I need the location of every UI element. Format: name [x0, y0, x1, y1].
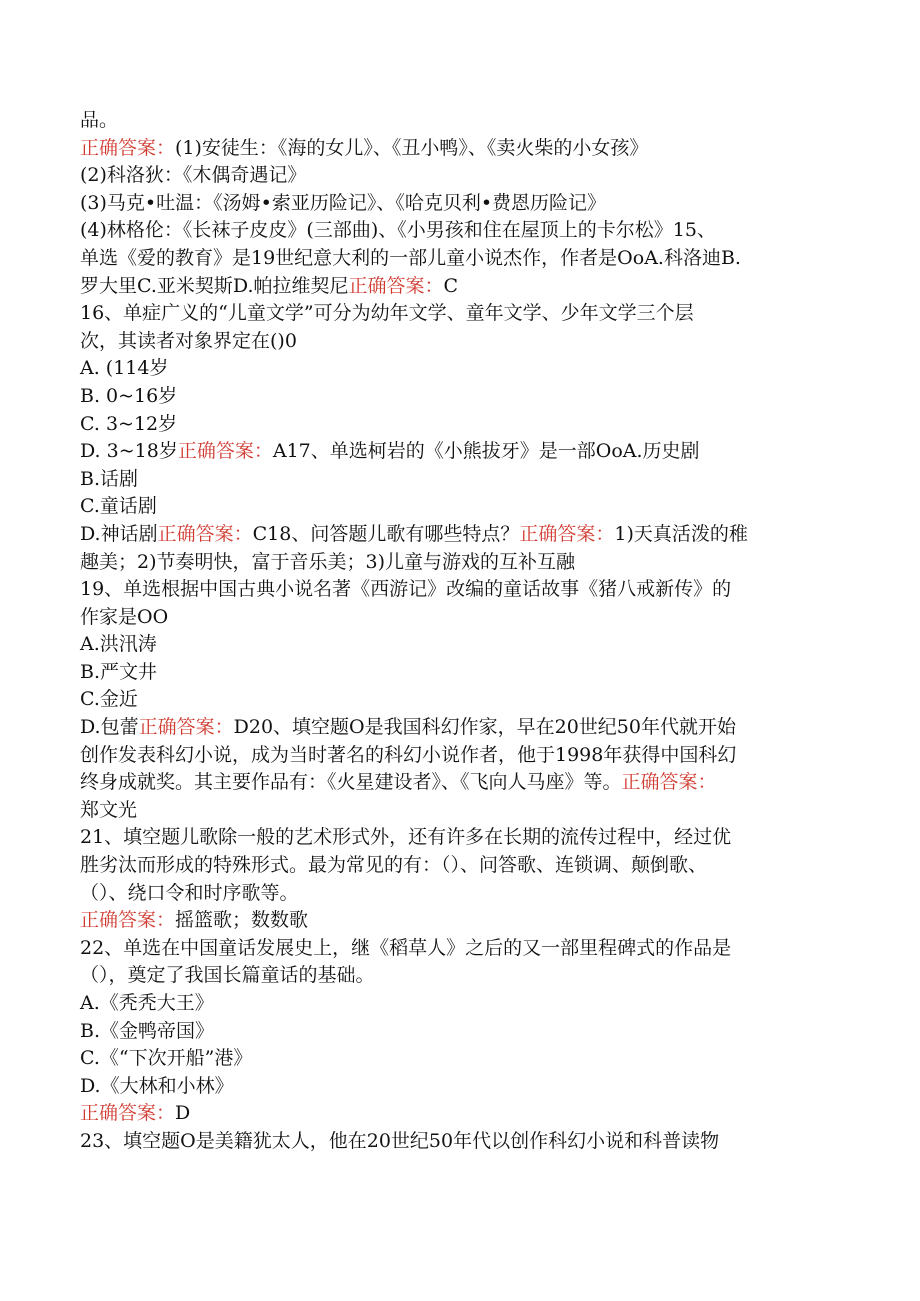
- answer-label: 正确答案：: [519, 522, 615, 545]
- answer-label: 正确答案：: [80, 1102, 176, 1125]
- line-text: D.《大林和小林》: [80, 1074, 234, 1097]
- line-text: C.童话剧: [80, 495, 157, 518]
- answer-label: 正确答案：: [621, 771, 717, 794]
- text-line: [80, 935, 860, 963]
- text-line: [80, 162, 860, 190]
- line-text: 罗大里C.亚米契斯D.帕拉维契尼: [80, 274, 349, 297]
- line-text: 次，其读者对象界定在()0: [80, 329, 297, 352]
- line-text: 郑文光: [80, 798, 138, 821]
- text-line: [80, 576, 860, 604]
- text-line: [80, 990, 860, 1018]
- line-text: 单选《爱的教育》是19世纪意大利的一部儿童小说杰作，作者是OoA.科洛迪B.: [80, 246, 741, 269]
- line-text: B.严文井: [80, 660, 158, 683]
- answer-label: 正确答案：: [157, 522, 253, 545]
- line-text: 胜劣汰而形成的特殊形式。最为常见的有：（）、问答歌、连锁调、颠倒歌、: [80, 854, 708, 877]
- line-text: D.包蕾: [80, 716, 139, 739]
- text-line: [80, 907, 860, 935]
- text-line: [80, 549, 860, 577]
- answer-label: 正确答案：: [138, 716, 234, 739]
- text-line: [80, 190, 860, 218]
- text-line: [80, 797, 860, 825]
- line-text: 23、填空题O是美籍犹太人，他在20世纪50年代以创作科幻小说和科普读物: [80, 1129, 720, 1152]
- answer-label: 正确答案：: [80, 136, 176, 159]
- line-text: (3)马克•吐温：《汤姆•索亚历险记》、《哈克贝利•费恩历险记》: [80, 191, 607, 214]
- document-page: [80, 107, 860, 1156]
- line-text: 终身成就奖。其主要作品有：《火星建设者》、《飞向人马座》等。: [80, 771, 622, 794]
- text-line: [80, 604, 860, 632]
- line-text: D20、填空题O是我国科幻作家，早在20世纪50年代就开始: [233, 716, 736, 739]
- line-text: D.神话剧: [80, 522, 158, 545]
- text-line: [80, 769, 860, 797]
- text-line: [80, 824, 860, 852]
- text-line: [80, 962, 860, 990]
- line-text: 22、单选在中国童话发展史上，继《稻草人》之后的又一部里程碑式的作品是: [80, 936, 732, 959]
- line-text: A.《秃秃大王》: [80, 992, 214, 1014]
- text-line: [80, 273, 860, 301]
- text-line: [80, 300, 860, 328]
- text-line: [80, 1073, 860, 1101]
- answer-label: 正确答案：: [80, 909, 176, 932]
- line-text: 趣美；2)节奏明快，富于音乐美；3)儿童与游戏的互补互融: [80, 550, 576, 573]
- text-line: [80, 521, 860, 549]
- line-text: D: [175, 1102, 191, 1125]
- text-line: [80, 107, 860, 135]
- text-line: [80, 659, 860, 687]
- line-text: (2)科洛狄：《木偶奇遇记》: [80, 164, 307, 187]
- line-text: D. 3~18岁: [80, 440, 178, 463]
- line-text: 品。: [80, 109, 119, 131]
- line-text: 16、单症广义的“儿童文学”可分为幼年文学、童年文学、少年文学三个层: [80, 302, 694, 325]
- text-line: [80, 1045, 860, 1073]
- line-text: C: [443, 274, 459, 297]
- line-text: (4)林格伦：《长袜子皮皮》(三部曲)、《小男孩和住在屋顶上的卡尔松》15、: [80, 219, 716, 242]
- line-text: B.《金鸭帝国》: [80, 1019, 215, 1042]
- text-line: [80, 1018, 860, 1046]
- text-line: [80, 742, 860, 770]
- text-line: [80, 135, 860, 163]
- line-text: C.《“下次开船”港》: [80, 1047, 253, 1070]
- line-text: B. 0~16岁: [80, 384, 178, 407]
- text-line: [80, 714, 860, 742]
- text-line: [80, 466, 860, 494]
- line-text: 21、填空题儿歌除一般的艺术形式外，还有许多在长期的流传过程中，经过优: [80, 826, 732, 849]
- line-text: (1)安徒生：《海的女儿》、《丑小鸭》、《卖火柴的小女孩》: [175, 136, 649, 159]
- text-line: [80, 217, 860, 245]
- text-line: [80, 686, 860, 714]
- line-text: 作家是OO: [80, 605, 169, 628]
- text-line: [80, 880, 860, 908]
- line-text: 摇篮歌；数数歌: [175, 909, 309, 932]
- text-line: [80, 493, 860, 521]
- text-line: [80, 245, 860, 273]
- text-line: [80, 1100, 860, 1128]
- text-line: [80, 411, 860, 439]
- text-line: [80, 383, 860, 411]
- answer-label: 正确答案：: [348, 274, 444, 297]
- text-line: [80, 438, 860, 466]
- line-text: C.金近: [80, 688, 138, 711]
- line-text: B.话剧: [80, 467, 139, 490]
- line-text: 1)天真活泼的稚: [614, 522, 748, 545]
- line-text: 19、单选根据中国古典小说名著《西游记》改编的童话故事《猪八戒新传》的: [80, 578, 732, 601]
- text-line: [80, 355, 860, 383]
- line-text: （），奠定了我国长篇童话的基础。: [80, 964, 375, 987]
- line-text: 创作发表科幻小说，成为当时著名的科幻小说作者，他于1998年获得中国科幻: [80, 743, 737, 766]
- text-line: [80, 328, 860, 356]
- line-text: C. 3~12岁: [80, 412, 178, 435]
- line-text: A17、单选柯岩的《小熊拔牙》是一部OoA.历史剧: [272, 440, 700, 463]
- answer-label: 正确答案：: [177, 440, 273, 463]
- text-line: [80, 631, 860, 659]
- line-text: C18、问答题儿歌有哪些特点？: [252, 522, 520, 545]
- text-line: [80, 852, 860, 880]
- line-text: A. (114岁: [80, 357, 169, 380]
- line-text: （）、绕口令和时序歌等。: [80, 881, 299, 904]
- line-text: A.洪汛涛: [80, 633, 157, 656]
- text-line: [80, 1128, 860, 1156]
